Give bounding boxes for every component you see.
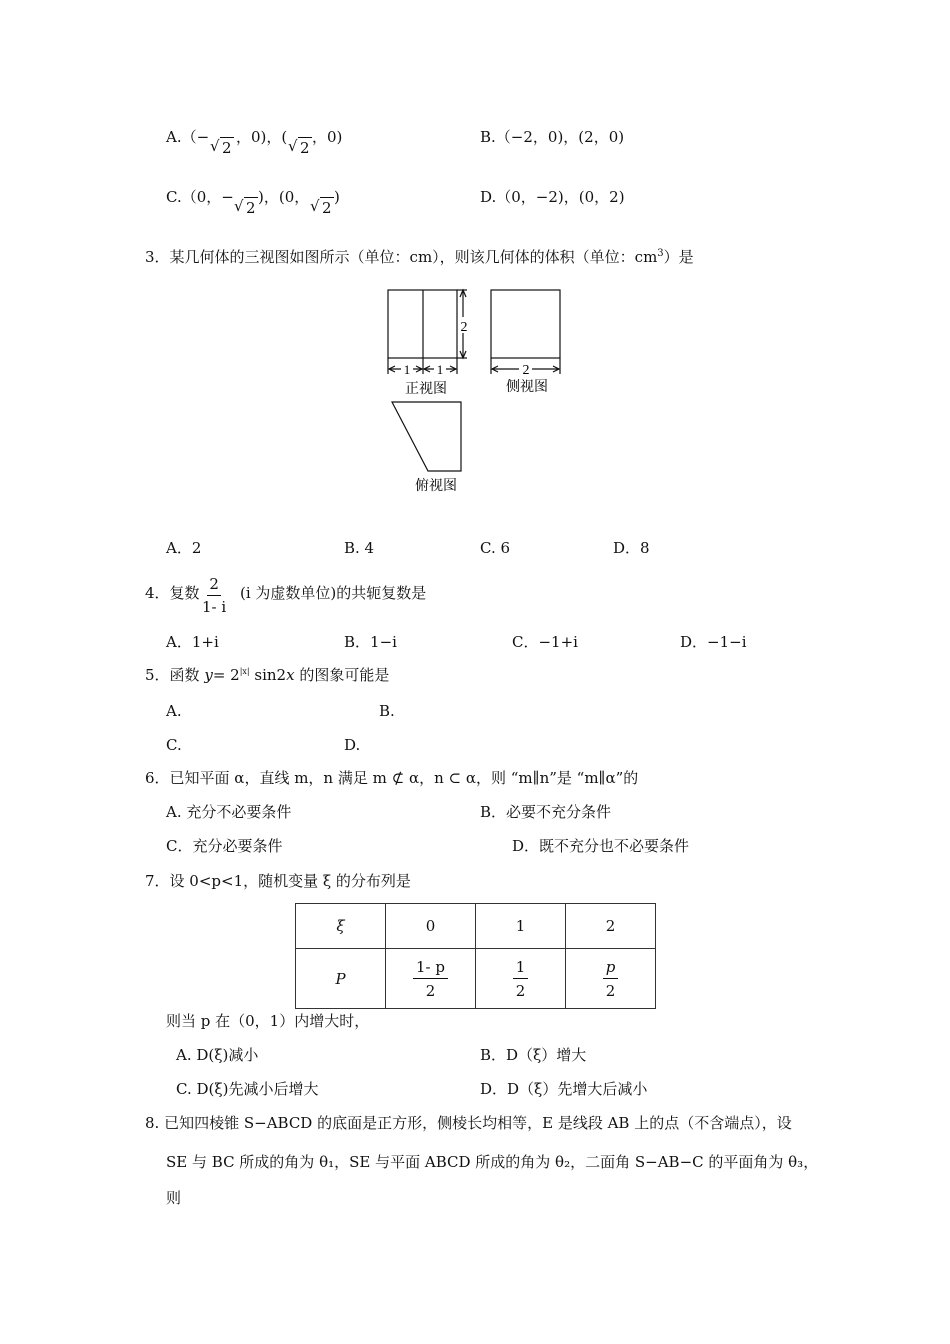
q7-stem: 7．设 0<p<1，随机变量 ξ 的分布列是 — [145, 872, 411, 890]
q6-stem: 6．已知平面 α，直线 m，n 满足 m ⊄ α，n ⊂ α，则 “m∥n”是 “m∥α”的 — [145, 769, 639, 787]
table-cell: P — [296, 949, 386, 1009]
q7-option-d: D．D（ξ）先增大后减小 — [480, 1080, 648, 1098]
front-dim-1b: 1 — [436, 362, 444, 377]
table-cell: $\frac{1}{2}$ — [476, 949, 566, 1009]
distribution-table — [295, 903, 656, 1009]
table-cell: 1 — [476, 904, 566, 949]
top-view — [392, 402, 461, 471]
q4-option-a: A．1+i — [166, 633, 219, 651]
table-cell: 2 — [566, 904, 656, 949]
q7-option-b: B．D（ξ）增大 — [480, 1046, 587, 1064]
q6-option-c: C．充分必要条件 — [166, 837, 283, 855]
q6-option-a: A. 充分不必要条件 — [166, 803, 292, 821]
q2-a-root1: 2 — [222, 139, 232, 157]
front-dim-2: 2 — [460, 320, 468, 335]
q4-frac-num: 2 — [207, 577, 221, 596]
q5-option-c: C. — [166, 736, 182, 754]
q5-option-d: D. — [344, 736, 361, 754]
q2-a-sqrt2: √ 2 — [288, 137, 310, 157]
table-row — [296, 949, 656, 1009]
q3-option-d: D．8 — [613, 539, 650, 557]
q4-option-d: D．−1−i — [680, 633, 747, 651]
q4-stem-suffix: (i 为虚数单位)的共轭复数是 — [240, 584, 427, 602]
q2-option-c: C.（0，− — [166, 188, 234, 206]
q7-option-c: C. D(ξ)先减小后增大 — [176, 1080, 319, 1098]
q2-option-a — [166, 130, 209, 145]
front-dim-1a: 1 — [403, 362, 411, 377]
q8-line2: SE 与 BC 所成的角为 θ₁，SE 与平面 ABCD 所成的角为 θ₂，二面角 S−AB−C 的平面角为 θ₃， — [166, 1153, 819, 1171]
q7-follow: 则当 p 在（0，1）内增大时， — [166, 1012, 370, 1030]
q4-fraction — [202, 577, 226, 615]
q3-option-c: C. 6 — [480, 539, 511, 557]
q8-line3: 则 — [166, 1189, 182, 1207]
q2-a-sqrt1: √ 2 — [210, 137, 232, 157]
table-cell: $\frac{p}{2}$ — [566, 949, 656, 1009]
q5-stem: 5．函数 $y= 2^{|x|}$ sin2x 的图象可能是 — [145, 666, 390, 684]
q8-line1: 8. 已知四棱锥 S−ABCD 的底面是正方形，侧棱长均相等，E 是线段 AB 上的点（不含端点），设 — [145, 1114, 792, 1132]
q4-stem-prefix: 4．复数 — [145, 584, 200, 602]
side-dim-2: 2 — [522, 363, 530, 378]
q4-option-c: C．−1+i — [512, 633, 578, 651]
q2-c-mid: )，(0， — [258, 188, 310, 206]
q3-stem: 3．某几何体的三视图如图所示（单位：cm），则该几何体的体积（单位：$cm^3$）是 — [145, 248, 694, 266]
q5-option-a: A. — [166, 702, 182, 720]
table-cell: 0 — [386, 904, 476, 949]
side-view-label: 侧视图 — [506, 379, 548, 395]
q2-c-sqrt1: √ 2 — [234, 197, 256, 217]
q2-c-sqrt2: √ 2 — [310, 197, 332, 217]
q2-c-suffix: ) — [334, 188, 340, 206]
q3-option-a: A．2 — [166, 539, 202, 557]
front-view-label: 正视图 — [405, 381, 447, 397]
q2-a-suffix: ，0) — [312, 128, 343, 146]
q2-a-prefix: A.（− — [166, 128, 210, 146]
table-cell: ξ — [296, 904, 386, 949]
top-view-label: 俯视图 — [415, 478, 457, 494]
front-view — [388, 290, 467, 374]
q2-a-root2: 2 — [300, 139, 310, 157]
q2-option-b: B.（−2，0)，(2，0) — [480, 128, 625, 146]
q7-option-a: A. D(ξ)减小 — [176, 1046, 259, 1064]
q6-option-d: D．既不充分也不必要条件 — [512, 837, 690, 855]
q5-option-b: B. — [379, 702, 395, 720]
q6-option-b: B．必要不充分条件 — [480, 803, 612, 821]
three-view-figure — [0, 280, 950, 800]
q2-a-mid: ，0)，( — [236, 128, 288, 146]
q4-frac-den: 1- i — [202, 598, 227, 616]
q3-option-b: B. 4 — [344, 539, 375, 557]
side-view — [491, 290, 560, 374]
table-cell: $\frac{1- p}{2}$ — [386, 949, 476, 1009]
q2-option-d: D.（0，−2)，(0，2) — [480, 188, 625, 206]
table-row — [296, 904, 656, 949]
q4-option-b: B．1−i — [344, 633, 397, 651]
